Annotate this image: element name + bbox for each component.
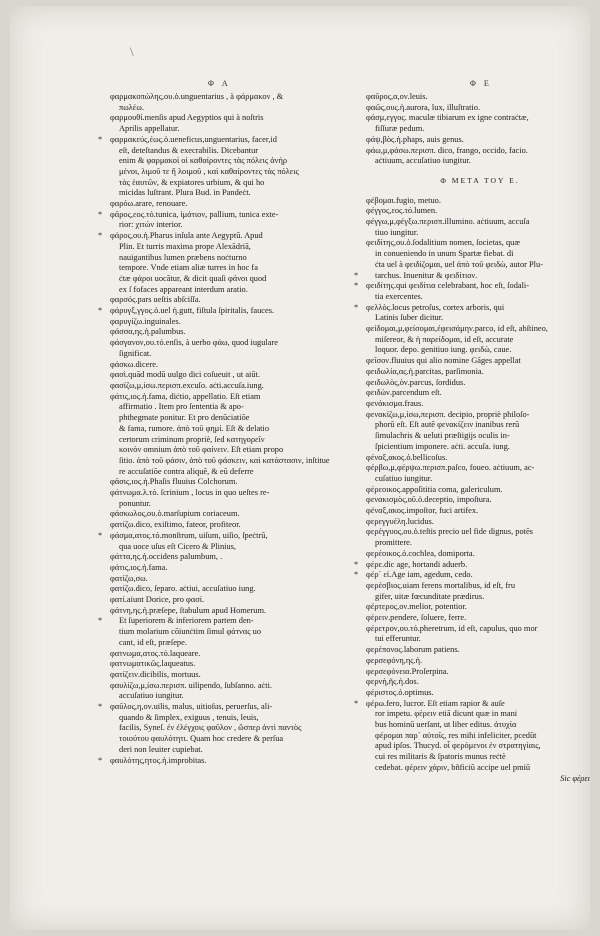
entry-text: tiuo iungitur. (375, 227, 419, 237)
entry-text: tempore. Vnde etiam aliæ turres in hoc fa (119, 263, 258, 273)
entry-line (110, 124, 338, 135)
entry-line (110, 381, 338, 392)
asterisk-marker: * (98, 616, 103, 626)
entry-text: μένοι, λιμοῦ τε ἢ λοιμοῦ , καὶ καθαίροντες τὰς πόλεις (119, 166, 299, 176)
entry-text: re accuſatiōe contra aliquē, & eū deferre (119, 466, 254, 476)
entry-line (110, 402, 338, 413)
entry-text: φερέοικος.ὁ.cochlea, domiporta. (366, 548, 475, 558)
entry-line (110, 92, 338, 103)
entry-text: apud ipſos. Thucyd. οἷ φερόμενοι ἐν στρατηγίαις, (375, 741, 541, 751)
asterisk-marker: * (354, 559, 359, 569)
entry-line (110, 595, 338, 606)
entry-line (366, 410, 594, 421)
entry-line (366, 356, 594, 367)
right-column-header: Φ E (470, 79, 492, 88)
entry-text: φάρος,ου.ἡ.Pharus inſula ante Aegyptū. Apud (110, 231, 263, 241)
entry-text: φερέπονος.laborum patiens. (366, 645, 460, 655)
entry-text: accuſatiuo iungitur. (119, 691, 184, 701)
entry-text: φατίζειν.dicibilis, mortuus. (110, 669, 201, 679)
entry-line (110, 435, 338, 446)
entry-text: φαῶς,ους.ἡ.aurora, lux, illuſtratio. (366, 102, 481, 112)
entry-line (110, 670, 338, 681)
entry-text: cedebat. φέρειν χάριν, bñficiū accipe uel pmiū (375, 762, 531, 772)
entry-line (110, 713, 338, 724)
entry-text: deri non leuiter cupiebat. (119, 744, 203, 754)
entry-line (110, 295, 338, 306)
entry-text: ċtæ φάροι uocātur, & dicit quaſi φάνοι quod (119, 273, 267, 283)
entry-text: φέρω.fero, lucror. Eſt etiam rapior & auſe (366, 698, 505, 708)
entry-text: φαρυγίζω.inguinales. (110, 316, 181, 326)
entry-text: φειδωλὸς,ὸν.parcus, ſordidus. (366, 377, 466, 387)
entry-line (366, 709, 594, 720)
entry-line (354, 302, 594, 314)
entry-text: eſt, deteſtandus & execrabilis. Dicebantur (119, 145, 259, 155)
entry-line (110, 574, 338, 585)
entry-line (354, 698, 594, 710)
asterisk-marker: * (354, 698, 359, 708)
entry-text: rior: χιτών interior. (119, 220, 183, 230)
entry-line (110, 488, 338, 499)
entry-line (110, 467, 338, 478)
entry-line (110, 745, 338, 756)
entry-line (110, 327, 338, 338)
entry-line (366, 581, 594, 592)
entry-text: φᾶρος,εος.τό.tunica, ἱμάτιον, pallium, tunica exte- (110, 209, 279, 219)
entry-line (110, 723, 338, 734)
entry-text: φάσκω.dicere. (110, 359, 159, 369)
entry-line (366, 217, 594, 228)
entry-text: φειδωλία,ας.ἡ.parcitas, parſimonia. (366, 366, 484, 376)
entry-text: πωλέω. (119, 102, 144, 112)
entry-text: φειδίτης,ου.ὁ.ſodalitium nomen, ſocietas, quæ (366, 238, 520, 248)
entry-text: φειδίτης.qui φειδίτια celebrabant, hoc eſt, ſodali- (366, 281, 530, 291)
left-column-header: Φ A (208, 79, 231, 88)
entry-text: φαυλίζω,μ,ίσω.περισπ. uilipendo, ſubſanno. aċti. (110, 680, 273, 690)
entry-line (354, 570, 594, 581)
entry-text: φάρυγξ,γγος.ὁ.uel ἡ.gutt, fiſtula ſpiritalis, fauces. (110, 306, 275, 316)
entry-text: φάτνωμα.λ.τό. ſcrinium , locus in quo ueſtes re- (110, 488, 270, 498)
entry-text: φασίζω,μ,ίσω.περισπ.excuſo. aċti.accuſa.iung. (110, 380, 264, 390)
entry-line (110, 659, 338, 670)
entry-line (366, 206, 594, 217)
entry-line (366, 324, 594, 335)
entry-line (366, 103, 594, 114)
entry-line (366, 228, 594, 239)
entry-line (366, 313, 594, 324)
entry-text: φέρετρον,ου.τό.pheretrum, id eſt, capulus, quo mor (366, 623, 538, 633)
entry-text: φάττα,ης.ἡ.occidens palumbum, . (110, 552, 223, 562)
entry-text: φαῦλος,η,ον.uilis, malus, uitioſus, peruerſus, ali- (110, 702, 273, 712)
entry-line (366, 506, 594, 517)
left-column (98, 92, 338, 766)
entry-line (366, 292, 594, 303)
entry-line (366, 538, 594, 549)
entry-text: fiſſuræ pedum. (375, 124, 425, 134)
entry-line (366, 517, 594, 528)
entry-line (98, 530, 338, 542)
entry-text: tui efferuntur. (375, 634, 421, 644)
entry-text: φατίζω,σω. (110, 573, 148, 583)
entry-text: φέρε.dic age, hortandi aduerb. (366, 559, 468, 569)
entry-line (366, 602, 594, 613)
entry-text: gifer, uitæ fœcunditate prædirus. (375, 591, 485, 601)
entry-line (366, 156, 594, 167)
entry-text: φέρ᾽ εἰ.Age iam, agedum, cedo. (366, 570, 473, 580)
entry-text: in conueniendo in unum Spartæ fiebat. di (375, 249, 514, 259)
entry-line (366, 624, 594, 635)
entry-text: φαρμουθί.menſis apud Aegyptios qui à noſtris (110, 113, 264, 123)
entry-text: φερεγγυέλη.lucidus. (366, 516, 434, 526)
entry-line (98, 209, 338, 221)
entry-line (366, 442, 594, 453)
entry-line (366, 146, 594, 157)
entry-text: ex ſ fofaces appareant interdum aratio. (119, 284, 248, 294)
entry-text: ſimulachris & ueluti præſtigijs oculis in- (375, 431, 510, 441)
entry-line (366, 752, 594, 763)
entry-line (110, 509, 338, 520)
entry-text: φερσεφόνεια.Proſerpina. (366, 666, 449, 676)
entry-text: Latinis ſuber dicitur. (375, 313, 444, 323)
entry-text: Plin. Et turris maxima prope Alexādriā, (119, 241, 251, 251)
entry-line (110, 274, 338, 285)
entry-line (366, 378, 594, 389)
entry-text: quando & ſimplex, exiguus , tenuis, leuis, (119, 712, 259, 722)
entry-line (110, 520, 338, 531)
entry-text: φέρειν.pendere, ſoluere, ferre. (366, 613, 467, 623)
entry-text: phorū eſt. Eſt autē φενακίζειν inanibus rerū (375, 420, 520, 430)
entry-line (366, 388, 594, 399)
asterisk-marker: * (354, 270, 359, 280)
entry-text: φέρτερος,ον.melior, potentior. (366, 602, 467, 612)
entry-text: ſpicientium imponere. aċti. accuſa. iung. (375, 441, 510, 451)
entry-line (110, 734, 338, 745)
entry-text: φατί.aiunt Dorice, pro φασί. (110, 595, 205, 605)
entry-line (110, 542, 338, 553)
entry-line (98, 306, 338, 317)
entry-line (110, 424, 338, 435)
entry-line (110, 167, 338, 178)
entry-line (366, 92, 594, 103)
entry-text: κοινὸν omnium ἀπὸ τοῦ φαίνειν. Eſt etiam propo (119, 445, 284, 455)
entry-text: φάψ,βὸς.ἡ.phaps, auis genus. (366, 134, 464, 144)
asterisk-marker: * (354, 302, 359, 312)
entry-line (110, 146, 338, 157)
entry-text: φέρβω,μ,φέρψω.περισπ.paſco, foueo. aċtiuum, ac- (366, 463, 535, 473)
entry-line (110, 477, 338, 488)
entry-text: φάτις,ιος.ἡ.fama, diċtio, appellatio. Eſt etiam (110, 391, 261, 401)
entry-line (98, 134, 338, 146)
entry-line (366, 345, 594, 356)
entry-text: φέριστος.ὁ.optimus. (366, 687, 434, 697)
entry-text: ponuntur. (119, 498, 151, 508)
entry-text: φείδομαι,μ,φείσομαι,ἐφεισάμην.parco, id eſt, abſtineo, (366, 324, 548, 334)
entry-text: φάτις,ιος.ἡ.fama. (110, 562, 168, 572)
entry-text: φάσγανον,ου.τό.enſis, à uerbo φάω, quod iugulare (110, 338, 278, 348)
entry-line (110, 445, 338, 456)
entry-line (110, 691, 338, 702)
book-page (10, 6, 590, 930)
entry-line (110, 499, 338, 510)
entry-line (366, 367, 594, 378)
entry-text: cui res militaris & ſpatoris munus reċtè (375, 752, 506, 762)
entry-text: ċta uel à φειδίζομαι, uel ἀπὸ τοῦ φειδὼ, autor Plu- (375, 259, 543, 269)
entry-line (110, 188, 338, 199)
entry-line (366, 549, 594, 560)
asterisk-marker: * (98, 209, 103, 219)
entry-line (366, 485, 594, 496)
asterisk-marker: * (98, 755, 103, 765)
entry-line (366, 688, 594, 699)
entry-text: φαυλότης,ητος.ἡ.improbitas. (110, 755, 207, 765)
entry-line (110, 360, 338, 371)
entry-line (110, 285, 338, 296)
entry-text: phthegmate ponitur. Et pro denūciatiōe (119, 413, 250, 423)
entry-text: Aprilis appellatur. (119, 124, 180, 134)
entry-text: φέβομαι.fugio, metuo. (366, 195, 441, 205)
entry-line (366, 249, 594, 260)
entry-line (366, 135, 594, 146)
entry-line (366, 399, 594, 410)
entry-text: φελλὸς.locus petroſus, cortex arboris, qui (366, 302, 505, 312)
entry-line (110, 349, 338, 360)
entry-line (366, 527, 594, 538)
entry-line (110, 370, 338, 381)
entry-line (366, 196, 594, 207)
entry-line (98, 755, 338, 767)
entry-text: φάτνη,ης.ἡ.præſepe, ſtabulum apud Homerum. (110, 605, 267, 615)
entry-line (366, 592, 594, 603)
entry-text: tium molarium cōiunċtim ſimul φάτνας uo (119, 627, 262, 637)
asterisk-marker: * (98, 702, 103, 712)
entry-text: miſereor, & ἡ παρείδομαι, id eſt, accurate (375, 334, 514, 344)
entry-line (110, 649, 338, 660)
entry-text: affirmatio . Item pro ſententia & apo- (119, 402, 244, 412)
entry-text: τοιούτου φαυλότητι. Quam hoc credere & perſua (119, 734, 284, 744)
entry-text: ſitio. ἀπὸ τοῦ φάσιν, ἀπὸ τοῦ φάσκειν, καὶ κατάστασιν, inſtitue (119, 455, 330, 465)
asterisk-marker: * (354, 570, 359, 580)
entry-line (366, 113, 594, 124)
entry-text: ror impetu. φέρειν etiā dicunt quæ in mani (375, 709, 518, 719)
entry-line (366, 453, 594, 464)
entry-line (366, 124, 594, 135)
entry-line (354, 270, 594, 282)
catchword: Sic φέρει (560, 773, 590, 783)
entry-line (110, 413, 338, 424)
page-mark: \ (130, 44, 134, 59)
entry-text: Et ſuperiorem & inferiorem partem den- (119, 616, 254, 626)
entry-text: φαρμακεύς,έως.ὁ.ueneficus,unguentarius, facer,id (110, 134, 277, 144)
entry-line (110, 178, 338, 189)
entry-line (354, 559, 594, 571)
right-column-bottom (354, 195, 594, 774)
entry-text: bus hominū uerſant, ut liber editus. ἀτυχία (375, 720, 517, 730)
entry-line (366, 260, 594, 271)
entry-line (110, 199, 338, 210)
entry-text: τὰς ἑαυτῶν, & expiatores urbium, & qui ho (119, 177, 265, 187)
entry-text: loquor. depo. genitiuo iung. φειδὼ, caue. (375, 345, 512, 355)
entry-line (98, 616, 338, 627)
entry-text: φαρμακοπώλης,ου.ὁ.unguentarius , à φάρμακον , & (110, 92, 284, 101)
entry-text: φενακίζω,μ,ίσω,περισπ. decipio, propriè philoſo- (366, 409, 530, 419)
entry-text: φάω,μ,φάσω.περισπ. dico, frango, occido, facio. (366, 145, 528, 155)
entry-line (366, 731, 594, 742)
entry-line (110, 242, 338, 253)
entry-text: φέγγος,εος.τό.lumen. (366, 206, 438, 216)
entry-text: φαρσός.pars ueſtis abſciſſa. (110, 295, 201, 305)
entry-line (110, 317, 338, 328)
asterisk-marker: * (98, 231, 103, 241)
entry-line (366, 656, 594, 667)
entry-line (366, 431, 594, 442)
entry-text: facilis, Syneſ. ἐν ἐλέγχοις φαῦλον , ὥσπερ ἀντὶ παντὸς (119, 723, 302, 733)
entry-line (110, 638, 338, 649)
entry-line (110, 263, 338, 274)
entry-text: φεῖσον.fluuius qui alio nomine Gāges appellat (366, 356, 521, 366)
entry-line (366, 645, 594, 656)
entry-text: cuſatiuo iungitur. (375, 473, 433, 483)
entry-text: φερνὴ,ῆς.ἡ.dos. (366, 677, 419, 687)
entry-line (110, 681, 338, 692)
entry-line (110, 584, 338, 595)
asterisk-marker: * (98, 134, 103, 144)
entry-text: qua uoce uſus eſt Cicero & Plinius, (119, 541, 237, 551)
entry-line (366, 495, 594, 506)
entry-line (366, 763, 594, 774)
entry-text: φασὶ.quād modū uulgo dici coſueuit , ut aiūt. (110, 370, 260, 380)
entry-text: aċtiuum, accuſatiuo iungitur. (375, 156, 471, 166)
entry-line (98, 702, 338, 713)
entry-text: micidas luſtrant. Plura Bud. in Pandeċt. (119, 188, 251, 198)
entry-line (366, 720, 594, 731)
entry-line (110, 552, 338, 563)
entry-line (110, 338, 338, 349)
entry-line (110, 156, 338, 167)
entry-text: φέναξ,ακος.impoſtor, fuci artifex. (366, 506, 479, 516)
entry-line (366, 741, 594, 752)
entry-text: φατνωματικῶς.laqueatus. (110, 659, 196, 669)
entry-line (366, 667, 594, 678)
entry-line (110, 253, 338, 264)
entry-text: tia exercentes. (375, 291, 423, 301)
entry-text: φαρόω.arare, renouare. (110, 199, 188, 209)
asterisk-marker: * (98, 306, 103, 316)
entry-line (366, 634, 594, 645)
entry-line (354, 281, 594, 292)
entry-text: φέναξ,ακος.ὁ.bellicoſus. (366, 452, 448, 462)
entry-line (110, 563, 338, 574)
entry-line (366, 238, 594, 249)
entry-text: φατίζω.dico, ſeparo. aċtiui, accuſatiuo iung. (110, 584, 256, 594)
entry-line (98, 231, 338, 242)
entry-line (366, 677, 594, 688)
entry-line (110, 627, 338, 638)
entry-text: cant, id eſt, præſepe. (119, 637, 187, 647)
entry-text: φατνωμα,ατος.τό.laqueare. (110, 648, 201, 658)
entry-text: promittere. (375, 538, 412, 548)
entry-line (366, 474, 594, 485)
entry-text: φαῦρος,α,ον.leuis. (366, 92, 428, 101)
entry-text: certorum criminum propriè, ſed κατηγορεῖν (119, 434, 265, 444)
entry-text: φειδὼν.parcendum eſt. (366, 388, 442, 398)
entry-text: φάσσα,ης.ἡ.palumbus. (110, 327, 186, 337)
entry-text: φάσμα,ατος.τό.monſtrum, uiſum, uiſio, ſpeċtrū, (110, 530, 268, 540)
entry-line (110, 103, 338, 114)
entry-line (110, 220, 338, 231)
section-heading: Φ META TOY E. (440, 175, 520, 185)
right-column-top (366, 92, 594, 167)
entry-line (110, 456, 338, 467)
entry-text: φενακισμὸς,οῦ.ὁ.deceptio, impoſtura. (366, 495, 492, 505)
asterisk-marker: * (98, 530, 103, 540)
right-column (354, 92, 594, 784)
entry-text: nauigantibus lumen præbens noċturno (119, 252, 247, 262)
entry-text: φάσμ,εγγος. maculæ tibiarum ex igne contraċtæ, (366, 113, 529, 123)
entry-text: φερέσβιος.uiam ferens mortalibus, id eſt, fru (366, 580, 516, 590)
entry-line (366, 463, 594, 474)
entry-text: φερέγγυος,ου.ὁ.teſtis precio uel fide dignus, potēs (366, 527, 533, 537)
entry-text: φέρεοικος.appoſititia coma, galericulum. (366, 484, 503, 494)
entry-text: ſignificat. (119, 348, 152, 358)
entry-line (366, 335, 594, 346)
entry-line (110, 113, 338, 124)
entry-line (110, 392, 338, 403)
entry-text: tarchus. Inuenitur & φειδίτιον. (375, 270, 478, 280)
entry-text: φέρομαι παρ᾽ αὐτοῖς, res mihi infeliciter, pcedūt (375, 730, 537, 740)
entry-text: φέγγω,μ,φέγξω.περισπ.illumino. aċtiuum, accuſa (366, 217, 530, 227)
entry-text: φᾶσις,ιος.ἡ.Phaſis fluuius Colchorum. (110, 477, 238, 487)
entry-line (366, 613, 594, 624)
entry-text: φερσεφόνη,ης.ἡ. (366, 655, 423, 665)
entry-line (110, 606, 338, 617)
entry-text: φατίζω.dico, exiſtimo, fateor, profiteor. (110, 520, 241, 530)
entry-text: & fama, rumore. ἀπὸ τοῦ φημί. Eſt & delatio (119, 423, 270, 433)
entry-text: enim & φαρμακοὶ οἱ καθαίροντες τὰς πόλεις ἀνήρ (119, 156, 288, 166)
entry-text: φενάκισμα.fraus. (366, 398, 424, 408)
entry-text: φάσκωλος,ου.ὁ.marſupium coriaceum. (110, 509, 240, 519)
entry-line (366, 420, 594, 431)
asterisk-marker: * (354, 281, 359, 291)
